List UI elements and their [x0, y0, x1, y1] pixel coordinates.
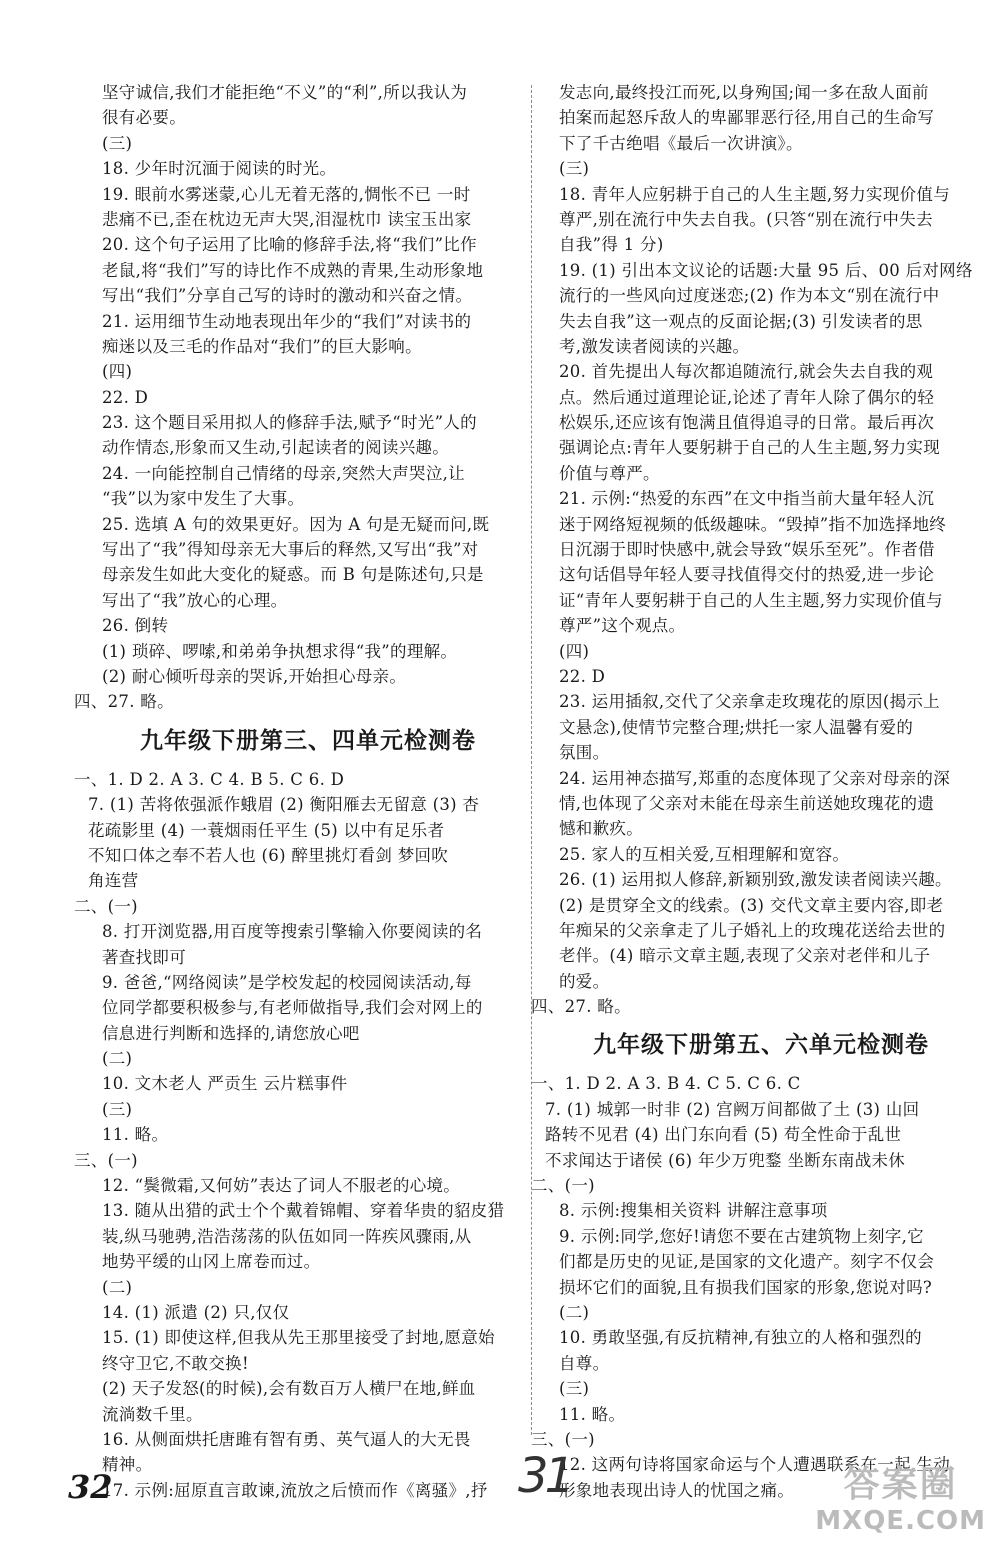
answer-line: 地势平缓的山冈上席卷而过。 — [102, 1252, 321, 1272]
answer-line: 18. 少年时沉湎于阅读的时光。 — [102, 159, 337, 179]
answer-line: (三) — [559, 159, 590, 179]
answer-line: 23. 这个题目采用拟人的修辞手法,赋予“时光”人的 — [102, 413, 477, 433]
handwritten-page-number: 31 — [518, 1448, 572, 1504]
answer-line: 7. (1) 苦将侬强派作蛾眉 (2) 衡阳雁去无留意 (3) 杏 — [88, 795, 480, 815]
answer-line: 二、(一) — [531, 1176, 595, 1196]
answer-line: 写出“我们”分享自己写的诗时的激动和兴奋之情。 — [102, 286, 473, 306]
answer-line: 26. 倒转 — [102, 616, 169, 636]
answer-line: 10. 勇敢坚强,有反抗精神,有独立的人格和强烈的 — [559, 1328, 922, 1348]
watermark — [815, 1464, 986, 1536]
answer-line: 13. 随从出猎的武士个个戴着锦帽、穿着华贵的貂皮猎 — [102, 1201, 505, 1221]
answer-line: 一、1. D 2. A 3. C 4. B 5. C 6. D — [74, 769, 345, 789]
answer-line: 下了千古绝唱《最后一次讲演》。 — [559, 133, 803, 153]
answer-line: 9. 示例:同学,您好!请您不要在古建筑物上刻字,它 — [559, 1226, 924, 1246]
answer-line: 25. 选填 A 句的效果更好。因为 A 句是无疑而问,既 — [102, 514, 490, 534]
answer-line: 流淌数千里。 — [102, 1404, 203, 1424]
section-title: 九年级下册第三、四单元检测卷 — [140, 727, 476, 754]
left-column — [74, 80, 528, 1503]
answer-line: (1) 琐碎、啰嗦,和弟弟争执想求得“我”的理解。 — [102, 641, 458, 661]
answer-line: 信息进行判断和选择的,请您放心吧 — [102, 1023, 360, 1043]
answer-line: (四) — [102, 362, 133, 382]
answer-line: 26. (1) 运用拟人修辞,新颖别致,激发读者阅读兴趣。 — [559, 870, 952, 890]
answer-line: 四、27. 略。 — [531, 997, 631, 1017]
answer-line: 自我”得 1 分) — [559, 235, 664, 255]
answer-line: 迷于网络短视频的低级趣味。“毁掉”指不加选择地终 — [559, 514, 947, 534]
answer-line: 考,激发读者阅读的兴趣。 — [559, 336, 750, 356]
answer-line: 10. 文木老人 严贡生 云片糕事件 — [102, 1074, 348, 1094]
answer-line: 16. 从侧面烘托唐雎有智有勇、英气逼人的大无畏 — [102, 1429, 471, 1449]
answer-line: (2) 是贯穿全文的线索。(3) 交代文章主要内容,即老 — [559, 895, 944, 915]
column-divider — [531, 85, 532, 1435]
answer-line: (二) — [102, 1277, 133, 1297]
answer-line: 8. 打开浏览器,用百度等搜索引擎输入你要阅读的名 — [102, 922, 483, 942]
answer-line: (三) — [559, 1379, 590, 1399]
answer-line: (三) — [102, 1099, 133, 1119]
answer-line: 坚守诚信,我们才能拒绝“不义”的“利”,所以我认为 — [102, 83, 468, 102]
answer-line: 三、(一) — [74, 1150, 138, 1170]
answer-line: 15. (1) 即使这样,但我从先王那里接受了封地,愿意始 — [102, 1328, 495, 1348]
answer-line: 尊严”这个观点。 — [559, 616, 686, 636]
answer-line: 19. (1) 引出本文议论的话题:大量 95 后、00 后对网络 — [559, 260, 973, 280]
answer-line: 装,纵马驰骋,浩浩荡荡的队伍如同一阵疾风骤雨,从 — [102, 1226, 472, 1246]
answer-line: 松娱乐,还应该有饱满且值得追寻的日常。最后再次 — [559, 413, 935, 433]
answer-line: 精神。 — [102, 1455, 153, 1475]
answer-line: 们都是历史的见证,是国家的文化遗产。刻字不仅会 — [559, 1252, 935, 1272]
answer-line: 发志向,最终投江而死,以身殉国;闻一多在敌人面前 — [559, 83, 929, 102]
answer-line: 7. (1) 城郭一时非 (2) 宫阙万间都做了土 (3) 山回 — [545, 1099, 920, 1119]
page-number: 32 — [68, 1468, 113, 1506]
answer-line: 年痴呆的父亲拿走了儿子婚礼上的玫瑰花送给去世的 — [559, 920, 946, 940]
answer-line: 四、27. 略。 — [74, 692, 174, 712]
answer-line: 悲痛不已,歪在枕边无声大哭,泪湿枕巾 读宝玉出家 — [102, 209, 472, 229]
answer-line: 23. 运用插叙,交代了父亲拿走玫瑰花的原因(揭示上 — [559, 692, 940, 712]
answer-line: 9. 爸爸,“网络阅读”是学校发起的校园阅读活动,每 — [102, 972, 472, 992]
answer-line: 点。然后通过道理论证,论述了青年人除了偶尔的轻 — [559, 387, 935, 407]
answer-line: 19. 眼前水雾迷蒙,心儿无着无落的,惆怅不已 一时 — [102, 184, 471, 204]
answer-line: 花疏影里 (4) 一蓑烟雨任平生 (5) 以中有足乐者 — [88, 820, 445, 840]
answer-line: 老鼠,将“我们”写的诗比作不成熟的青果,生动形象地 — [102, 260, 484, 280]
answer-line: 著查找即可 — [102, 947, 186, 967]
answer-line: (三) — [102, 133, 133, 153]
answer-line: 不知口体之奉不若人也 (6) 醉里挑灯看剑 梦回吹 — [88, 845, 449, 865]
answer-line: 终守卫它,不敢交换! — [102, 1353, 249, 1373]
answer-line: 不求闻达于诸侯 (6) 年少万兜鍪 坐断东南战未休 — [545, 1150, 906, 1170]
answer-line: 日沉溺于即时快感中,就会导致“娱乐至死”。作者借 — [559, 540, 935, 560]
answer-line: 尊严,别在流行中失去自我。(只答“别在流行中失去 — [559, 209, 933, 229]
watermark-logo: 答案圈 — [843, 1464, 958, 1505]
answer-line: 三、(一) — [531, 1429, 595, 1449]
answer-line: 位同学都要积极参与,有老师做指导,我们会对网上的 — [102, 998, 483, 1018]
answer-line: 自尊。 — [559, 1353, 610, 1373]
answer-line: 痴迷以及三毛的作品对“我们”的巨大影响。 — [102, 336, 422, 356]
answer-line: “我”以为家中发生了大事。 — [102, 489, 305, 509]
answer-line: 22. D — [102, 387, 149, 407]
answer-line: 氛围。 — [559, 743, 610, 763]
answer-line: 11. 略。 — [559, 1404, 626, 1424]
answer-line: 的爱。 — [559, 971, 610, 991]
answer-line: 流行的一些风向过度迷恋;(2) 作为本文“别在流行中 — [559, 286, 940, 306]
answer-line: 动作情态,形象而又生动,引起读者的阅读兴趣。 — [102, 438, 450, 458]
answer-line: 11. 略。 — [102, 1125, 169, 1145]
answer-line: 价值与尊严。 — [559, 463, 660, 483]
answer-line: 母亲发生如此大变化的疑惑。而 B 句是陈述句,只是 — [102, 565, 484, 585]
answer-line: 20. 这个句子运用了比喻的修辞手法,将“我们”比作 — [102, 235, 477, 255]
answer-line: 一、1. D 2. A 3. B 4. C 5. C 6. C — [531, 1074, 801, 1094]
answer-line: 证“青年人要躬耕于自己的人生主题,努力实现价值与 — [559, 590, 943, 610]
answer-line: 这句话倡导年轻人要寻找值得交付的热爱,进一步论 — [559, 565, 935, 585]
answer-line: 情,也体现了父亲对未能在母亲生前送她玫瑰花的遗 — [559, 793, 935, 813]
answer-line: 8. 示例:搜集相关资料 讲解注意事项 — [559, 1201, 828, 1221]
answer-line: 22. D — [559, 666, 606, 686]
answer-line: 写出了“我”放心的心理。 — [102, 590, 288, 610]
answer-line: 文悬念),使情节完整合理;烘托一家人温馨有爱的 — [559, 717, 914, 737]
answer-line: 路转不见君 (4) 出门东向看 (5) 苟全性命于乱世 — [545, 1125, 902, 1145]
answer-line: 二、(一) — [74, 896, 138, 916]
answer-line: (2) 天子发怒(的时候),会有数百万人横尸在地,鲜血 — [102, 1379, 476, 1399]
answer-line: 失去自我”这一观点的反面论据;(3) 引发读者的思 — [559, 311, 923, 331]
section-title: 九年级下册第五、六单元检测卷 — [593, 1032, 929, 1059]
watermark-url: MXQE.COM — [815, 1506, 986, 1536]
answer-line: 12. “鬓微霜,又何妨”表达了词人不服老的心境。 — [102, 1176, 461, 1196]
answer-line: (2) 耐心倾听母亲的哭诉,开始担心母亲。 — [102, 666, 407, 686]
answer-line: 24. 一向能控制自己情绪的母亲,突然大声哭泣,让 — [102, 463, 465, 483]
answer-line: 25. 家人的互相关爱,互相理解和宽容。 — [559, 844, 850, 864]
answer-line: (四) — [559, 641, 590, 661]
answer-line: (二) — [102, 1049, 133, 1069]
answer-line: 18. 青年人应躬耕于自己的人生主题,努力实现价值与 — [559, 184, 951, 204]
answer-line: 强调论点:青年人要躬耕于自己的人生主题,努力实现 — [559, 438, 941, 458]
answer-line: 损坏它们的面貌,且有损我们国家的形象,您说对吗? — [559, 1277, 933, 1297]
answer-line: 12. 这两句诗将国家命运与个人遭遇联系在一起,生动 — [559, 1455, 951, 1475]
answer-line: 21. 运用细节生动地表现出年少的“我们”对读书的 — [102, 311, 472, 331]
answer-line: 形象地表现出诗人的忧国之痛。 — [559, 1480, 795, 1500]
answer-line: 14. (1) 派遣 (2) 只,仅仅 — [102, 1302, 290, 1322]
answer-line: 老伴。(4) 暗示文章主题,表现了父亲对老伴和儿子 — [559, 946, 931, 966]
answer-line: 拍案而起怒斥敌人的卑鄙罪恶行径,用自己的生命写 — [559, 108, 935, 128]
answer-line: 17. 示例:屈原直言敢谏,流放之后愤而作《离骚》,抒 — [102, 1480, 488, 1500]
answer-line: 角连营 — [88, 871, 139, 891]
answer-line: 24. 运用神态描写,郑重的态度体现了父亲对母亲的深 — [559, 768, 951, 788]
answer-line: (二) — [559, 1302, 590, 1322]
answer-line: 憾和歉疚。 — [559, 819, 643, 839]
answer-line: 很有必要。 — [102, 108, 186, 128]
answer-line: 20. 首先提出人每次都追随流行,就会失去自我的观 — [559, 362, 934, 382]
answer-line: 写出了“我”得知母亲无大事后的释然,又写出“我”对 — [102, 540, 479, 560]
answer-line: 21. 示例:“热爱的东西”在文中指当前大量年轻人沉 — [559, 489, 935, 509]
